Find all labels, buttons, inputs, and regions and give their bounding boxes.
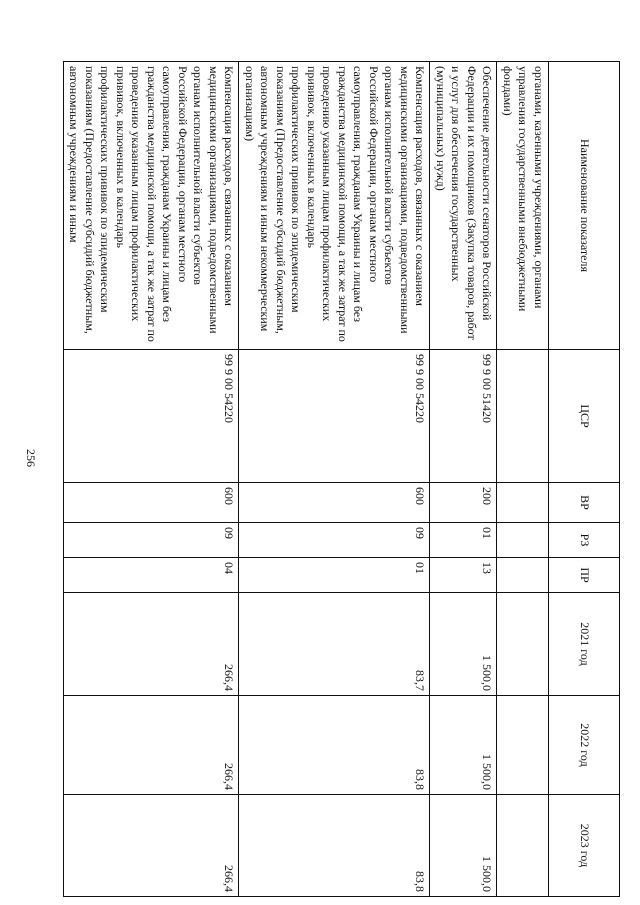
row-2021: 266,4 [64, 593, 240, 696]
header-vr: ВР [549, 483, 620, 523]
row-vr: 600 [64, 483, 240, 523]
row-2022: 1 500,0 [430, 696, 497, 795]
row-2021: 83,7 [239, 593, 430, 696]
header-name: Наименование показателя [549, 62, 620, 350]
row-2022: 266,4 [64, 696, 240, 795]
header-2023: 2023 год [549, 795, 620, 897]
row-name: Компенсация расходов, связанных с оказанием медицинскими организациями, подведомственными органам исполнительной власти субъектов Российской Федерации, органам местного самоуправления, гражданам Украины и лицам без гражданства медицинской помощи, а так же затрат по проведению указанным лицам профилактических прививок, включенных в календарь профилактических прививок по эпидемическим показаниям (Предоставление субсидий бюджетным, автономным учреждениям и иным [64, 62, 240, 350]
row-2021: 1 500,0 [430, 593, 497, 696]
row-vr: 200 [430, 483, 497, 523]
row-2022: 83,8 [239, 696, 430, 795]
row-2023: 266,4 [64, 795, 240, 897]
row-2021 [497, 593, 549, 696]
row-name: Обеспечение деятельности сенаторов Российской Федерации и их помощников (Закупка товаров, работ и услуг для обеспечения государственных (муниципальных) нужд) [430, 62, 497, 350]
row-pr [497, 558, 549, 593]
row-rz [497, 523, 549, 558]
row-2022 [497, 696, 549, 795]
table-row [497, 62, 549, 897]
header-csr: ЦСР [549, 350, 620, 483]
page-number: 256 [24, 449, 38, 467]
row-2023: 1 500,0 [430, 795, 497, 897]
row-name: органами, казенными учреждениями, органами управления государственными внебюджетными фондами) [497, 62, 549, 350]
header-row [549, 62, 620, 897]
row-pr: 01 [239, 558, 430, 593]
row-rz: 01 [430, 523, 497, 558]
header-rz: РЗ [549, 523, 620, 558]
row-2023: 83,8 [239, 795, 430, 897]
row-2023 [497, 795, 549, 897]
row-csr: 99 9 00 54220 [64, 350, 240, 483]
table-row [430, 62, 497, 897]
row-vr: 600 [239, 483, 430, 523]
row-rz: 09 [64, 523, 240, 558]
row-pr: 13 [430, 558, 497, 593]
row-vr [497, 483, 549, 523]
row-csr: 99 9 00 54220 [239, 350, 430, 483]
table-row [64, 62, 240, 897]
table-row [239, 62, 430, 897]
row-name: Компенсация расходов, связанных с оказанием медицинскими организациями, подведомственными органам исполнительной власти субъектов Российской Федерации, органам местного самоуправления, гражданам Украины и лицам без гражданства медицинской помощи, а так же затрат по проведению указанным лицам профилактических прививок, включенных в календарь профилактических прививок по эпидемическим показаниям (Предоставление субсидий бюджетным, автономным учреждениям и иным некоммерческим организациям) [239, 62, 430, 350]
header-pr: ПР [549, 558, 620, 593]
row-pr: 04 [64, 558, 240, 593]
rotated-table-container [67, 61, 620, 896]
row-rz: 09 [239, 523, 430, 558]
row-csr: 99 9 00 51420 [430, 350, 497, 483]
header-2022: 2022 год [549, 696, 620, 795]
header-2021: 2021 год [549, 593, 620, 696]
budget-table [63, 61, 620, 897]
row-csr [497, 350, 549, 483]
